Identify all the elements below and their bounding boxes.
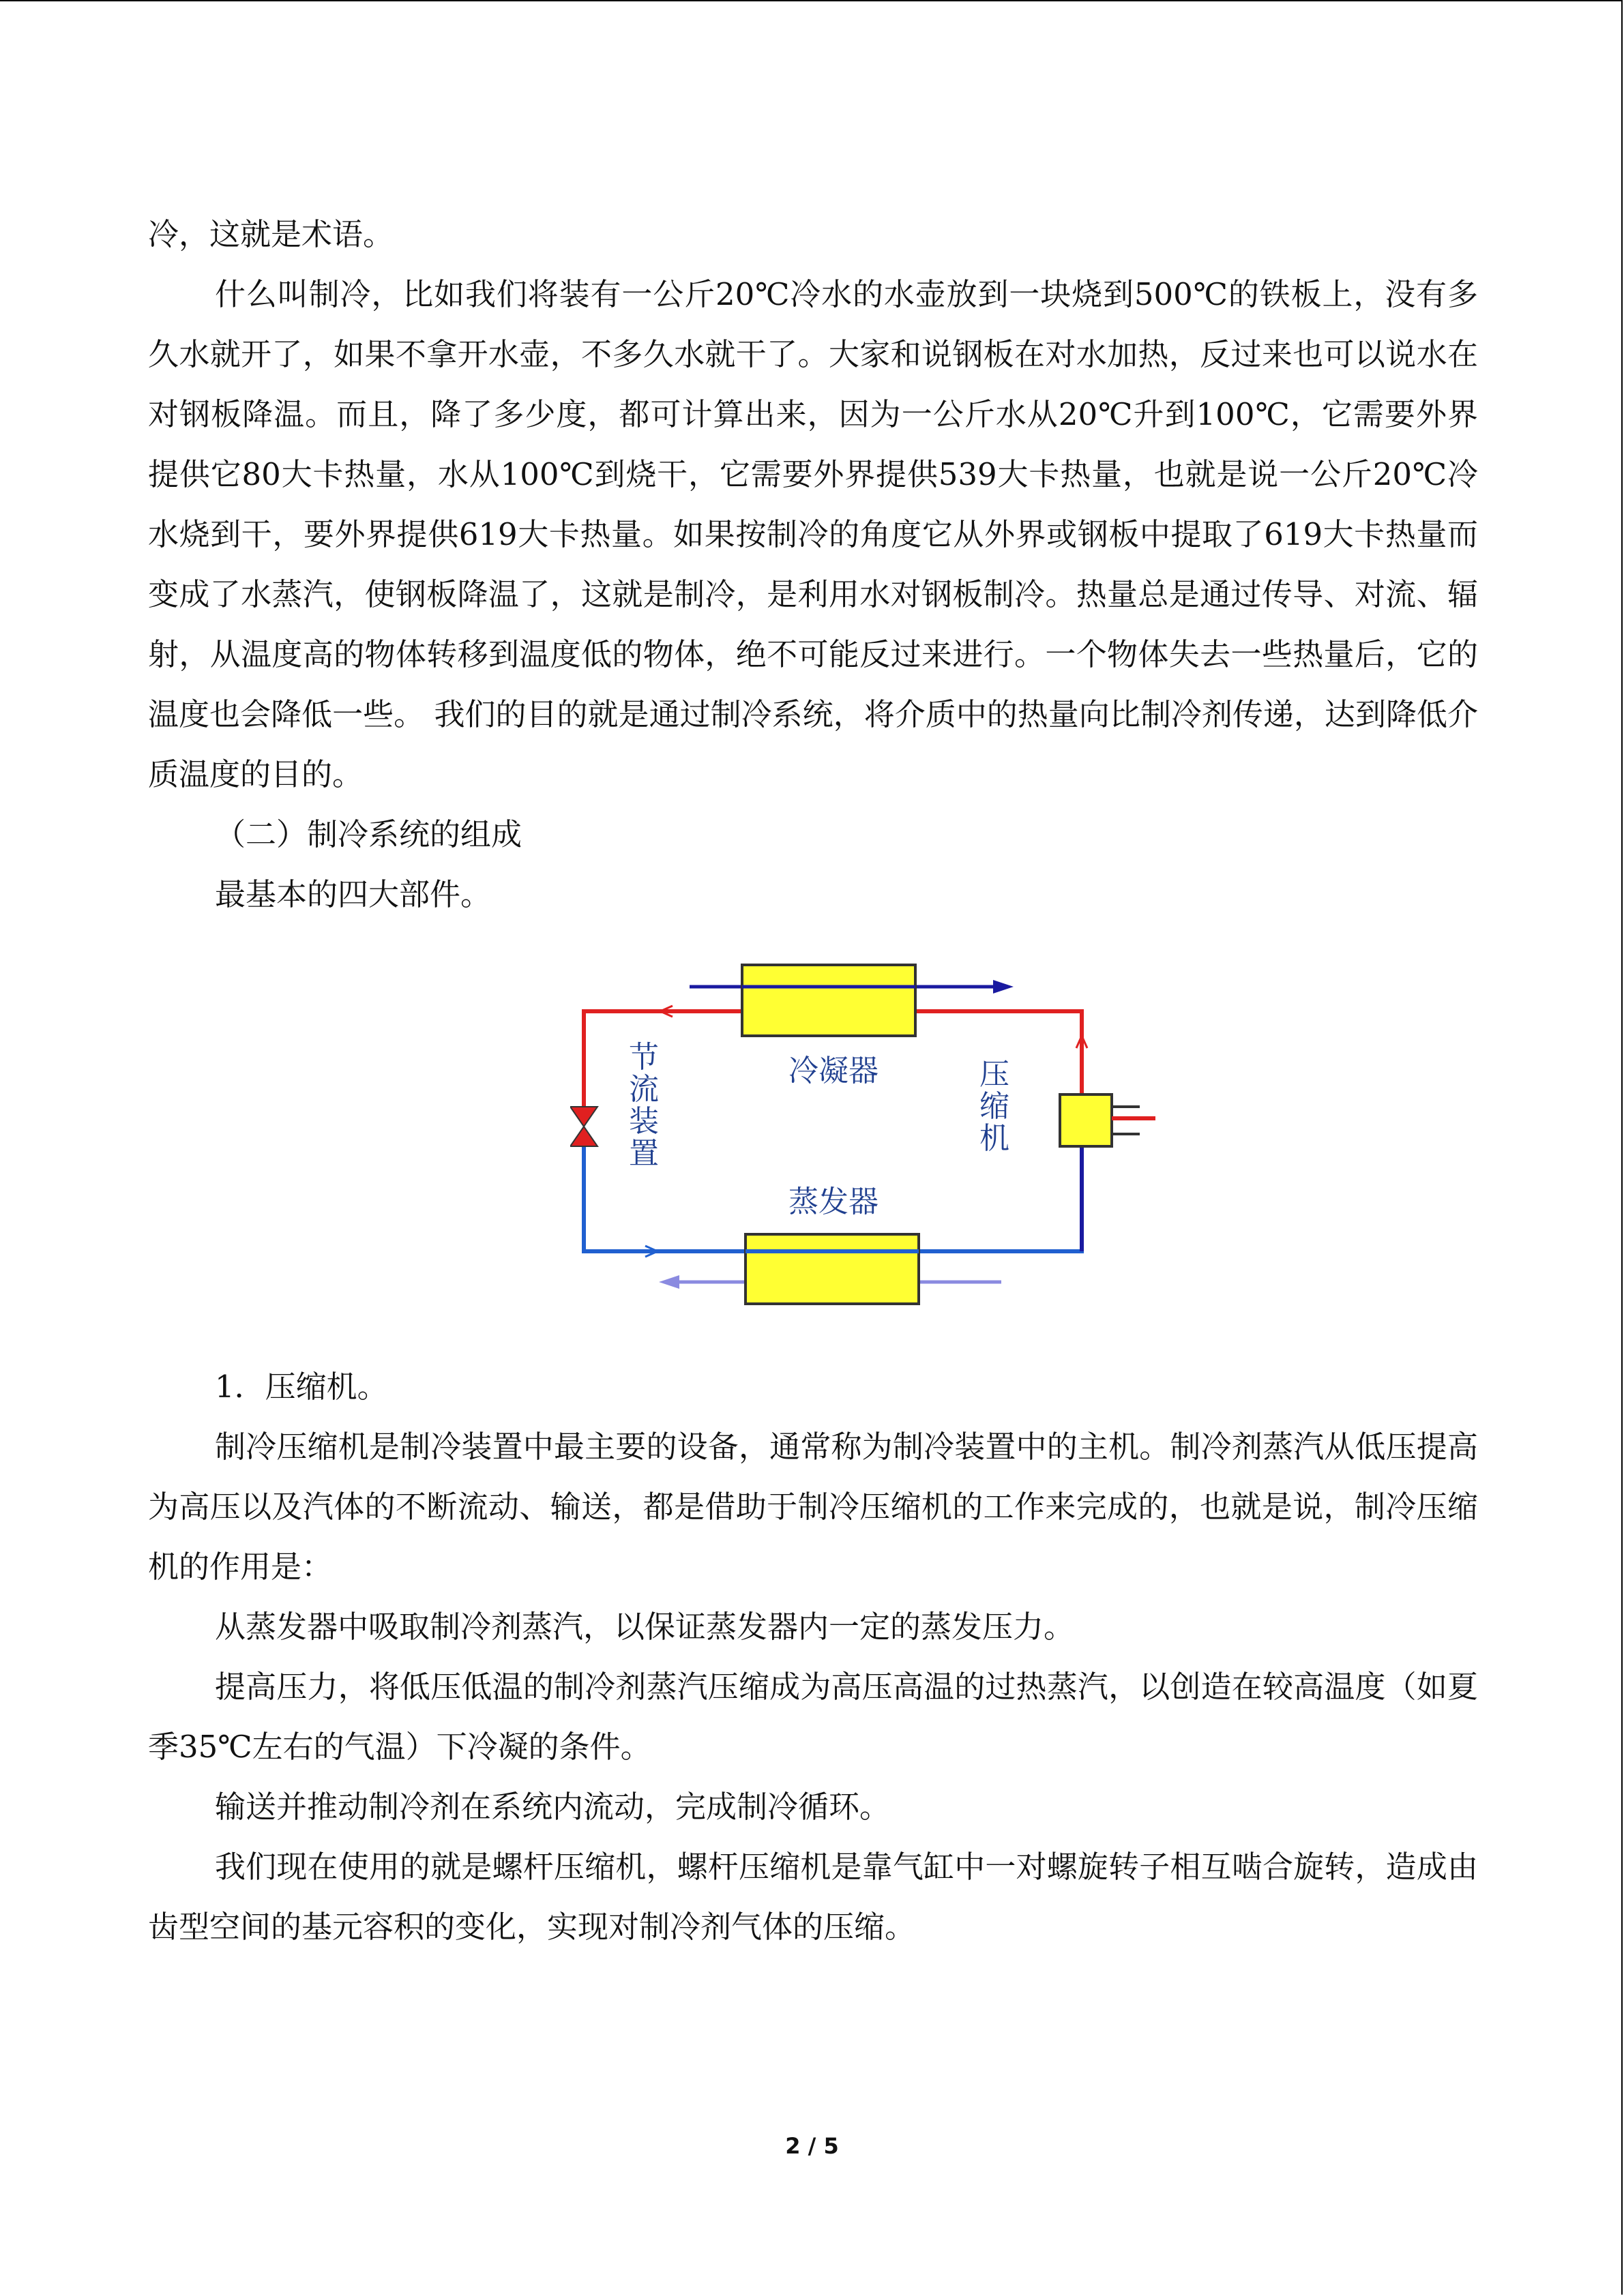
throttle-label-char: 流 [629,1072,659,1107]
throttle-label-char: 节 [629,1040,659,1075]
condenser-box [742,965,915,1036]
evaporator-label: 蒸发器 [788,1184,879,1219]
paragraph: 制冷压缩机是制冷装置中最主要的设备，通常称为制冷装置中的主机。制冷剂蒸汽从低压提高为高压以及汽体的不断流动、输送，都是借助于制冷压缩机的工作来完成的，也就是说，制冷压缩机的作用是： [148,1429,1478,1585]
throttle-valve-icon [570,1107,597,1127]
paragraph: 什么叫制冷，比如我们将装有一公斤20℃冷水的水壶放到一块烧到500℃的铁板上，没有多久水就开了，如果不拿开水壶，不多久水就干了。大家和说钢板在对水加热，反过来也可以说水在对钢板降温。而且，降了多少度，都可计算出来，因为一公斤水从20℃升到100℃，它需要外界提供它80大卡热量，水从100℃到烧干，它需要外界提供539大卡热量，也就是说一公斤20℃冷水烧到干，要外界提供619大卡热量。如果按制冷的角度它从外界或钢板中提取了619大卡热量而变成了水蒸汽，使钢板降温了，这就是制冷，是利用水对钢板制冷。热量总是通过传导、对流、辐射，从温度高的物体转移到温度低的物体，绝不可能反过来进行。一个物体失去一些热量后，它的温度也会降低一些。 我们的目的就是通过制冷系统，将介质中的热量向比制冷剂传递，达到降低介质温度的目的。 [148,276,1478,792]
paragraph: 冷，这就是术语。 [148,216,394,252]
refrigeration-cycle-diagram [570,958,1164,1306]
condenser-water-arrow [993,980,1014,994]
paragraph: 输送并推动制冷剂在系统内流动，完成制冷循环。 [215,1789,891,1825]
page-number: 2 / 5 [785,2133,839,2159]
paragraph: 提高压力，将低压低温的制冷剂蒸汽压缩成为高压高温的过热蒸汽，以创造在较高温度（如夏季35℃左右的气温）下冷凝的条件。 [148,1669,1478,1765]
section-heading: 1．压缩机。 [215,1369,388,1405]
throttle-label-char: 装 [629,1104,659,1139]
compressor-label-char: 缩 [979,1089,1009,1124]
paragraph: 从蒸发器中吸取制冷剂蒸汽，以保证蒸发器内一定的蒸发压力。 [215,1609,1075,1645]
paragraph: 我们现在使用的就是螺杆压缩机，螺杆压缩机是靠气缸中一对螺旋转子相互啮合旋转，造成由齿型空间的基元容积的变化，实现对制冷剂气体的压缩。 [148,1849,1478,1945]
compressor-label-char: 压 [979,1057,1009,1092]
evaporator-water-arrow [659,1275,679,1289]
top-text-block [148,205,1478,925]
throttle-valve-icon [570,1127,597,1146]
section-heading: （二）制冷系统的组成 [215,816,522,852]
compressor-box [1060,1094,1112,1146]
evaporator-box [745,1234,919,1304]
throttle-label-char: 置 [629,1136,659,1171]
paragraph: 最基本的四大部件。 [215,876,492,912]
compressor-label-char: 机 [979,1121,1009,1156]
condenser-label: 冷凝器 [788,1054,879,1088]
bottom-text-block [148,1357,1478,1957]
